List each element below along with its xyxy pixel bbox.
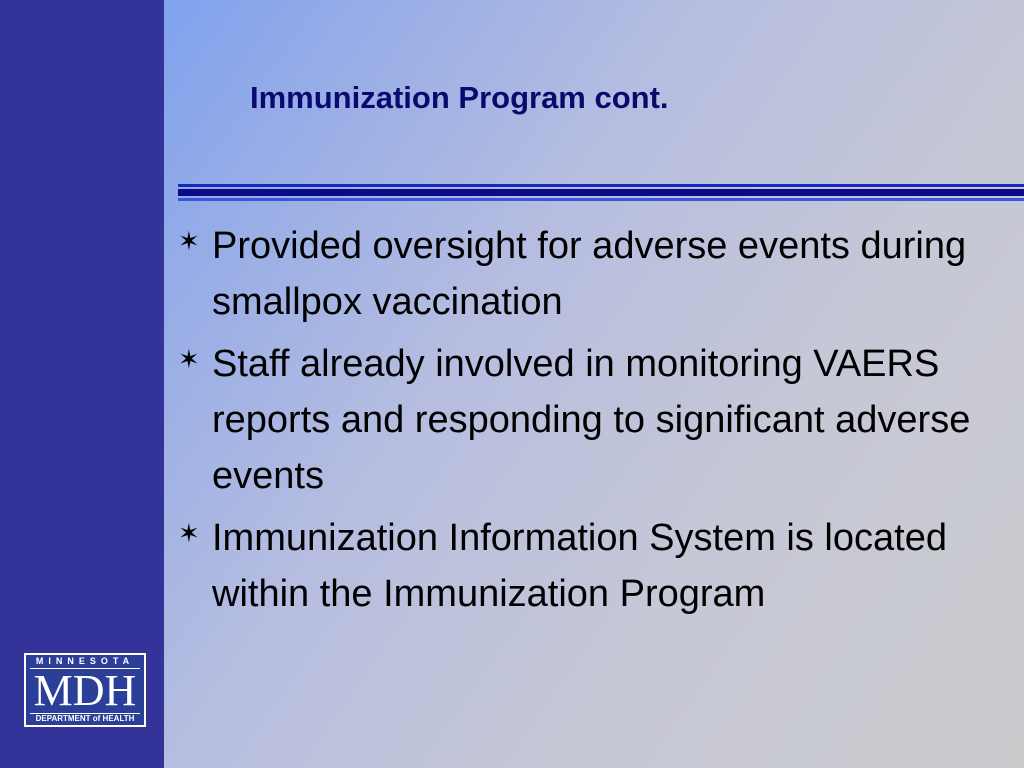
- star-bullet-icon: ✶: [178, 519, 200, 549]
- bullet-item: [176, 218, 1006, 330]
- divider-line-middle: [178, 189, 1024, 196]
- title-divider-rule: [178, 184, 1024, 204]
- bullet-item: [176, 510, 1006, 622]
- bullet-text: Immunization Information System is located within the Immunization Program: [212, 517, 947, 615]
- divider-line-top: [178, 184, 1024, 187]
- bullet-text: Staff already involved in monitoring VAERS reports and responding to significant adverse events: [212, 343, 971, 497]
- slide-title: Immunization Program cont.: [250, 80, 669, 115]
- logo-state-text: MINNESOTA: [35, 656, 135, 666]
- star-bullet-icon: ✶: [178, 227, 200, 257]
- logo-center-band: [30, 668, 140, 714]
- logo-department-text: DEPARTMENT of HEALTH: [35, 714, 135, 723]
- divider-line-bottom: [178, 198, 1024, 201]
- bullet-text: Provided oversight for adverse events during smallpox vaccination: [212, 225, 967, 323]
- mdh-logo: [24, 653, 146, 727]
- bullet-item: [176, 336, 1006, 504]
- logo-abbreviation: MDH: [33, 666, 137, 715]
- star-bullet-icon: ✶: [178, 345, 200, 375]
- bullet-list: [176, 218, 1006, 628]
